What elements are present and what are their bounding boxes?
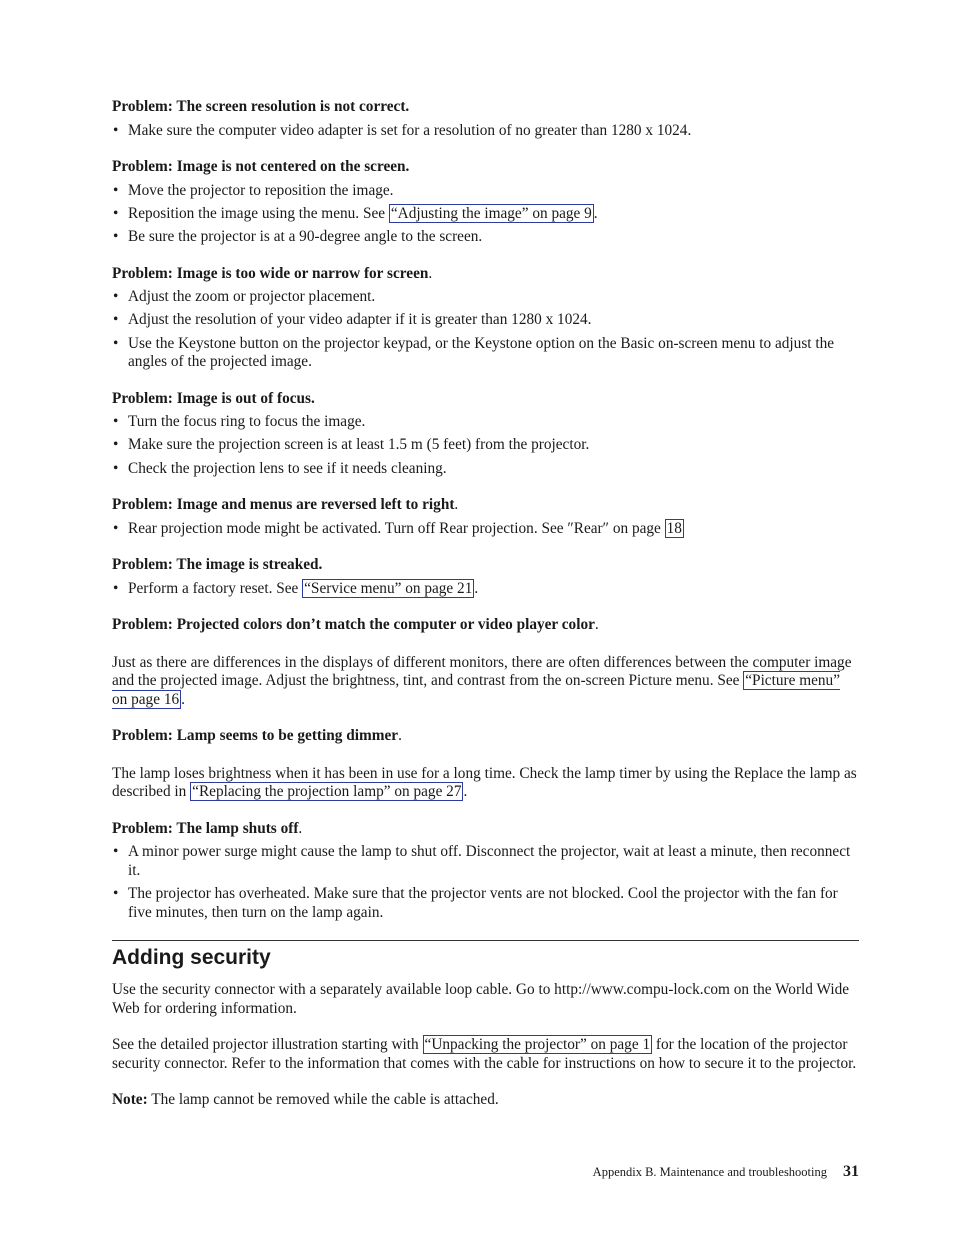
page-footer — [593, 1163, 859, 1181]
body-paragraph: See the detailed projector illustration starting with “Unpacking the projector” on page 1 for the location of the projector security connector. Refer to the information that comes with the cable for instructions on how to secure it to the projector. — [112, 1036, 857, 1072]
list-item: • Make sure the computer video adapter is set for a resolution of no greater than 1280 x 1024. — [112, 122, 859, 141]
bullet-list — [112, 413, 859, 478]
cross-reference-link[interactable]: “Service menu” on page 21 — [304, 579, 473, 597]
bullet-list — [112, 122, 859, 141]
page-content — [112, 98, 859, 1110]
problem-section — [112, 390, 859, 479]
problem-section — [112, 98, 859, 140]
list-item: • Rear projection mode might be activated. Turn off Rear projection. See ″Rear″ on page 18 — [112, 520, 859, 539]
problem-heading: Problem: Image is too wide or narrow for screen. — [112, 264, 433, 282]
page-number: 31 — [843, 1163, 859, 1180]
section-divider — [112, 940, 859, 941]
bullet-list — [112, 843, 859, 922]
list-item: • Adjust the zoom or projector placement. — [112, 288, 859, 307]
note-label: Note: — [112, 1091, 148, 1109]
problem-heading: Problem: Projected colors don’t match the computer or video player color. — [112, 616, 599, 634]
bullet-list — [112, 182, 859, 247]
cross-reference-link[interactable]: “Picture menu” on page 16 — [112, 672, 840, 708]
problem-section — [112, 820, 859, 922]
problem-heading: Problem: Image is not centered on the screen. — [112, 158, 410, 175]
body-paragraph: Just as there are differences in the displays of different monitors, there are often differences between the computer image and the projected image. Adjust the brightness, tint, and contrast from the on-screen Picture menu. See “Picture menu” on page 16 . — [112, 653, 852, 708]
note: Note: The lamp cannot be removed while the cable is attached. — [112, 1091, 499, 1109]
bullet-list — [112, 580, 859, 599]
bullet-list — [112, 520, 859, 539]
body-paragraph: The lamp loses brightness when it has been in use for a long time. Check the lamp timer by using the Replace the lamp as described in “Replacing the projection lamp” on page 27 . — [112, 764, 857, 801]
problem-heading: Problem: Lamp seems to be getting dimmer. — [112, 727, 402, 745]
list-item: • Move the projector to reposition the image. — [112, 182, 859, 201]
problem-section — [112, 265, 859, 372]
cross-reference-link[interactable]: “Unpacking the projector” on page 1 — [424, 1036, 651, 1054]
list-item: • Use the Keystone button on the projector keypad, or the Keystone option on the Basic on-screen menu to adjust the angles of the projected image. — [112, 335, 859, 372]
list-item: • Perform a factory reset. See “Service menu” on page 21 . — [112, 580, 859, 599]
problem-heading: Problem: The screen resolution is not correct. — [112, 98, 410, 115]
bullet-list — [112, 288, 859, 372]
cross-reference-link[interactable]: “Replacing the projection lamp” on page 27 — [192, 783, 462, 801]
list-item: • Adjust the resolution of your video adapter if it is greater than 1280 x 1024. — [112, 311, 859, 330]
problem-heading: Problem: The image is streaked. — [112, 556, 323, 574]
list-item: • Check the projection lens to see if it needs cleaning. — [112, 460, 859, 479]
footer-label: Appendix B. Maintenance and troubleshooting — [592, 1165, 827, 1179]
cross-reference-link[interactable]: “Adjusting the image” on page 9 — [390, 204, 592, 222]
problem-heading: Problem: Image is out of focus. — [112, 389, 315, 407]
problem-heading: Problem: The lamp shuts off. — [112, 819, 303, 837]
body-paragraph: Use the security connector with a separately available loop cable. Go to http://www.compu-lock.com on the World Wide Web for ordering information. — [112, 981, 850, 1017]
list-item: • A minor power surge might cause the lamp to shut off. Disconnect the projector, wait at least a minute, then reconnect it. — [112, 843, 859, 880]
problem-section — [112, 496, 859, 538]
list-item: • Reposition the image using the menu. See “Adjusting the image” on page 9 . — [112, 205, 859, 224]
cross-reference-link[interactable]: 18 — [666, 519, 682, 537]
list-item: • Turn the focus ring to focus the image. — [112, 413, 859, 432]
list-item: • Be sure the projector is at a 90-degree angle to the screen. — [112, 228, 859, 247]
problem-heading: Problem: Image and menus are reversed left to right. — [112, 496, 459, 514]
problem-section — [112, 556, 859, 598]
list-item: • Make sure the projection screen is at least 1.5 m (5 feet) from the projector. — [112, 436, 859, 455]
problem-section — [112, 158, 859, 247]
section-title: Adding security — [112, 946, 271, 970]
list-item: • The projector has overheated. Make sure that the projector vents are not blocked. Cool the projector with the fan for five minutes, then turn on the lamp again. — [112, 885, 859, 922]
